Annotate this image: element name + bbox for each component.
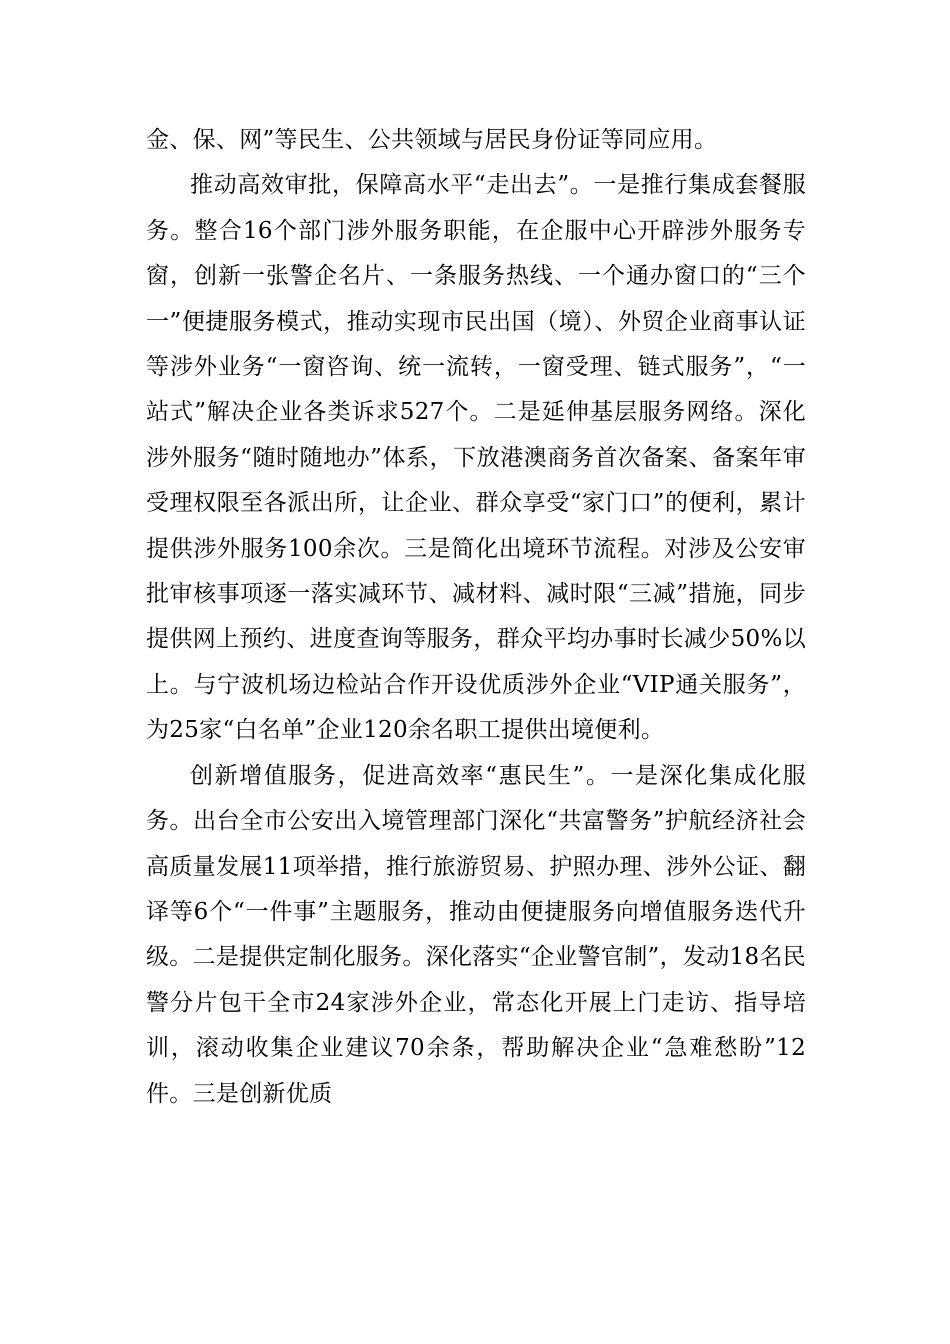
paragraph-value-added-service: 创新增值服务，促进高效率“惠民生”。一是深化集成化服务。出台全市公安出入境管理部门深化“共富警务”护航经济社会高质量发展11项举措，推行旅游贸易、护照办理、涉外公证、翻译等6个“一件事”主题服务，推动由便捷服务向增值服务迭代升级。二是提供定制化服务。深化落实“企业警官制”，发动18名民警分片包干全市24家涉外企业，常态化开展上门走访、指导培训，滚动收集企业建议70余条，帮助解决企业“急难愁盼”12件。三是创新优质: [146, 762, 806, 1107]
document-page: [146, 118, 806, 1117]
paragraph-continuation: 金、保、网”等民生、公共领域与居民身份证等同应用。: [146, 127, 718, 153]
paragraph-efficient-approval: 推动高效审批，保障高水平“走出去”。一是推行集成套餐服务。整合16个部门涉外服务职能，在企服中心开辟涉外服务专窗，创新一张警企名片、一条服务热线、一个通办窗口的“三个一”便捷服务模式，推动实现市民出国（境）、外贸企业商事认证等涉外业务“一窗咨询、统一流转，一窗受理、链式服务”，“一站式”解决企业各类诉求527个。二是延伸基层服务网络。深化涉外服务“随时随地办”体系，下放港澳商务首次备案、备案年审受理权限至各派出所，让企业、群众享受“家门口”的便利，累计提供涉外服务100余次。三是简化出境环节流程。对涉及公安审批审核事项逐一落实减环节、减材料、减时限“三减”措施，同步提供网上预约、进度查询等服务，群众平均办事时长减少50%以上。与宁波机场边检站合作开设优质涉外企业“VIP通关服务”，为25家“白名单”企业120余名职工提供出境便利。: [146, 172, 806, 744]
